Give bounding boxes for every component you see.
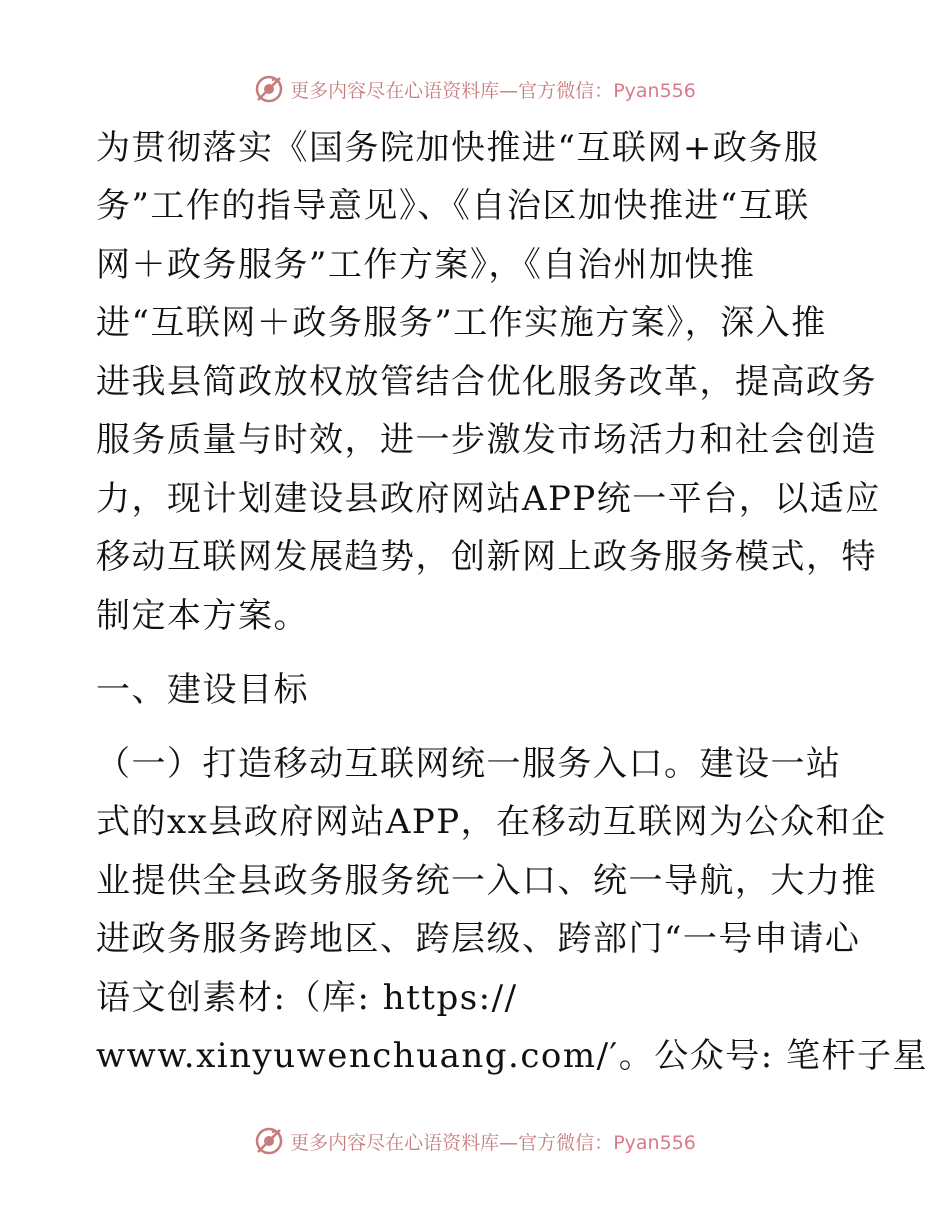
footer-watermark bbox=[0, 1126, 950, 1156]
watermark-site: 更多内容尽在心语资料库 bbox=[290, 1131, 500, 1154]
feather-circle-logo-icon bbox=[254, 1126, 284, 1156]
feather-circle-logo-icon bbox=[254, 74, 284, 104]
section-heading: 一、建设目标 bbox=[96, 670, 309, 710]
body-line: www.xinyuwenchuang.com/′。公众号: 笔杆子星 bbox=[96, 1036, 929, 1076]
body-line: 制定本方案。 bbox=[96, 596, 309, 636]
body-line: 网＋政务服务”工作方案》，《自治州加快推 bbox=[96, 245, 756, 285]
body-line: 语文创素材:（库: https:// bbox=[96, 978, 518, 1018]
watermark-text bbox=[290, 76, 696, 103]
body-line: （一）打造移动互联网统一服务入口。建设一站 bbox=[96, 744, 842, 784]
watermark-wechat-label: 官方微信： bbox=[518, 1131, 614, 1154]
watermark-separator: — bbox=[499, 79, 519, 102]
body-line: 业提供全县政务服务统一入口、统一导航，大力推 bbox=[96, 861, 877, 901]
watermark-wechat-id: Pyan556 bbox=[613, 1131, 696, 1154]
watermark-separator: — bbox=[499, 1131, 519, 1154]
body-line: 进我县简政放权放管结合优化服务改革，提高政务 bbox=[96, 362, 877, 402]
watermark-wechat-id: Pyan556 bbox=[613, 79, 696, 102]
body-line: 务”工作的指导意见》、《自治区加快推进“互联 bbox=[96, 186, 810, 226]
body-line: 为贯彻落实《国务院加快推进“互联网+政务服 bbox=[96, 128, 820, 168]
body-line: 移动互联网发展趋势，创新网上政务服务模式，特 bbox=[96, 537, 877, 577]
watermark-site: 更多内容尽在心语资料库 bbox=[290, 79, 500, 102]
body-line: 力，现计划建设县政府网站APP统一平台，以适应 bbox=[96, 479, 881, 519]
body-line: 进政务服务跨地区、跨层级、跨部门“一号申请心 bbox=[96, 919, 861, 959]
body-line: 式的xx县政府网站APP，在移动互联网为公众和企 bbox=[96, 802, 887, 842]
header-watermark bbox=[0, 74, 950, 104]
body-line: 服务质量与时效，进一步激发市场活力和社会创造 bbox=[96, 420, 877, 460]
watermark-text bbox=[290, 1128, 696, 1155]
body-line: 进“互联网＋政务服务”工作实施方案》，深入推 bbox=[96, 303, 827, 343]
watermark-wechat-label: 官方微信： bbox=[518, 79, 614, 102]
